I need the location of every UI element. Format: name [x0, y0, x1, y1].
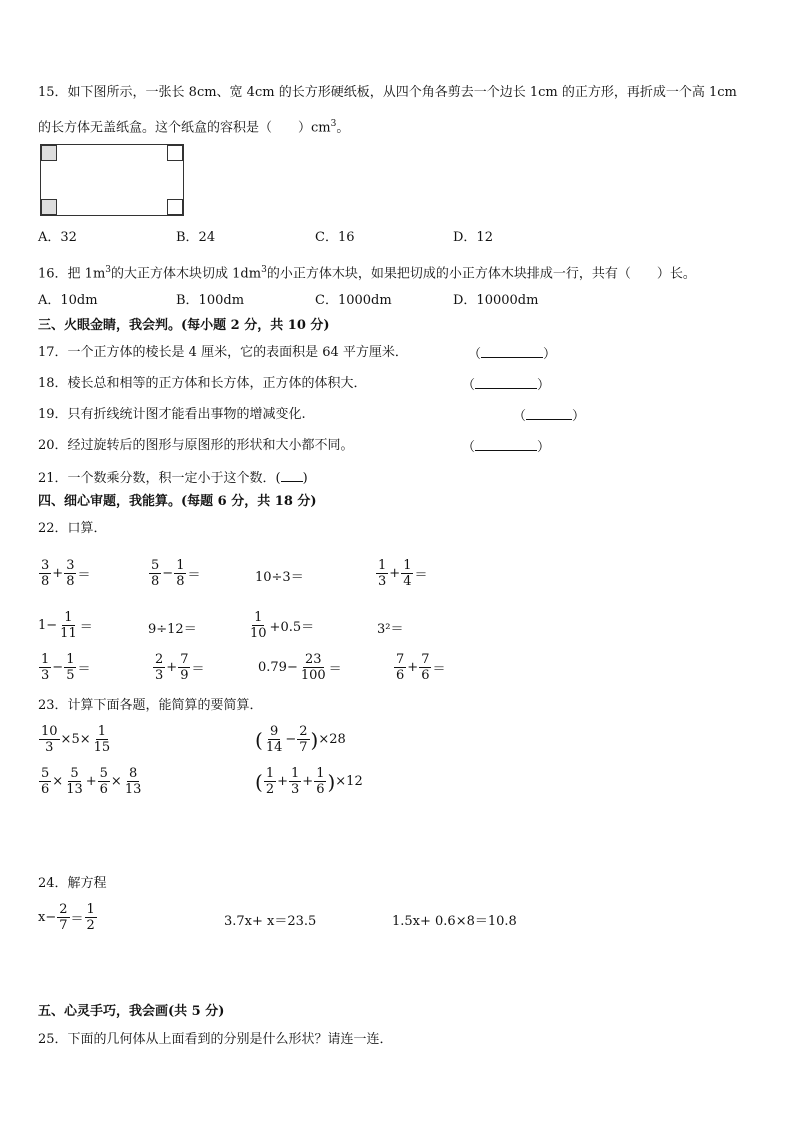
- corner-square-bl: [41, 199, 57, 215]
- section-4-heading: 四、细心审题，我能算。(每题 6 分，共 18 分): [38, 494, 317, 509]
- q15-option-c: C．16: [315, 230, 355, 245]
- corner-square-tr: [167, 145, 183, 161]
- calc-4: ( $\frac{1}{2}$ + $\frac{1}{3}$ + $\frac{1}{6}$ ) ×12: [255, 766, 363, 797]
- q16-option-b: B．100dm: [176, 293, 245, 308]
- mental-math-10: $\frac{2}{3}$ + $\frac{7}{9}$ ＝: [155, 652, 205, 683]
- q18-text: 18．棱长总和相等的正方体和长方体，正方体的体积大．: [38, 376, 367, 391]
- q22-text: 22．口算．: [38, 521, 107, 536]
- mental-math-6: 9÷12＝: [148, 622, 197, 637]
- mental-math-1: $\frac{3}{8}$ + $\frac{3}{8}$ ＝: [41, 558, 91, 589]
- q17-text: 17．一个正方体的棱长是 4 厘米，它的表面积是 64 平方厘米．: [38, 345, 408, 360]
- q15-text-line1: 15．如下图所示，一张长 8cm、宽 4cm 的长方形硬纸板，从四个角各剪去一个边长 1cm 的正方形，再折成一个高 1cm: [38, 85, 737, 100]
- mental-math-5: 1− $\frac{1}{11}$ ＝: [38, 610, 93, 641]
- mental-math-2: $\frac{5}{8}$ − $\frac{1}{8}$ ＝: [151, 558, 201, 589]
- mental-math-4: $\frac{1}{3}$ + $\frac{1}{4}$ ＝: [378, 558, 428, 589]
- mental-math-11: 0.79− $\frac{23}{100}$ ＝: [258, 652, 342, 683]
- equation-2: 3.7x+ x＝23.5: [224, 914, 317, 929]
- q19-answer-blank[interactable]: （ ）: [513, 409, 586, 424]
- q21-text: 21．一个数乘分数，积一定小于这个数．( ): [38, 471, 308, 486]
- cardboard-figure: [40, 144, 184, 216]
- q16-option-c: C．1000dm: [315, 293, 392, 308]
- q16-option-a: A．10dm: [38, 293, 98, 308]
- q15-option-a: A．32: [38, 230, 77, 245]
- equation-1: x− $\frac{2}{7}$ ＝ $\frac{1}{2}$: [38, 902, 95, 933]
- q25-text: 25．下面的几何体从上面看到的分别是什么形状？请连一连．: [38, 1032, 393, 1047]
- mental-math-12: $\frac{7}{6}$ + $\frac{7}{6}$ ＝: [396, 652, 446, 683]
- q16-option-d: D．10000dm: [453, 293, 539, 308]
- mental-math-9: $\frac{1}{3}$ − $\frac{1}{5}$ ＝: [41, 652, 91, 683]
- q24-text: 24．解方程: [38, 876, 107, 891]
- calc-1: $\frac{10}{3}$ ×5× $\frac{1}{15}$: [41, 724, 111, 755]
- q21-answer-blank[interactable]: [281, 469, 303, 482]
- q18-answer-blank[interactable]: （ ）: [462, 378, 551, 393]
- q15-option-d: D．12: [453, 230, 493, 245]
- section-3-heading: 三、火眼金睛，我会判。(每小题 2 分，共 10 分): [38, 318, 330, 333]
- q19-text: 19．只有折线统计图才能看出事物的增减变化.: [38, 407, 306, 422]
- mental-math-3: 10÷3＝: [255, 570, 304, 585]
- section-5-heading: 五、心灵手巧，我会画(共 5 分): [38, 1004, 225, 1019]
- corner-square-br: [167, 199, 183, 215]
- calc-3: $\frac{5}{6}$ × $\frac{5}{13}$ + $\frac{5}{6}$ × $\frac{8}{13}$: [41, 766, 142, 797]
- q16-text: 16．把 $1m^3$的大正方体木块切成 $1dm^3$的小正方体木块，如果把切成的小正方体木块排成一行，共有（ ）长。: [38, 265, 696, 282]
- q23-text: 23．计算下面各题，能简算的要简算．: [38, 698, 263, 713]
- mental-math-8: 3²＝: [377, 622, 404, 637]
- q15-text-line2: 的长方体无盖纸盒。这个纸盒的容积是（ ）$cm^3$。: [38, 119, 350, 136]
- equation-3: 1.5x+ 0.6×8＝10.8: [392, 914, 517, 929]
- q15-option-b: B．24: [176, 230, 216, 245]
- mental-math-7: $\frac{1}{10}$ +0.5＝: [250, 610, 315, 641]
- calc-2: ( $\frac{9}{14}$ − $\frac{2}{7}$ ) ×28: [255, 724, 346, 755]
- q17-answer-blank[interactable]: （ ）: [468, 347, 557, 362]
- q20-answer-blank[interactable]: （ ）: [462, 440, 551, 455]
- corner-square-tl: [41, 145, 57, 161]
- q20-text: 20．经过旋转后的图形与原图形的形状和大小都不同。: [38, 438, 354, 453]
